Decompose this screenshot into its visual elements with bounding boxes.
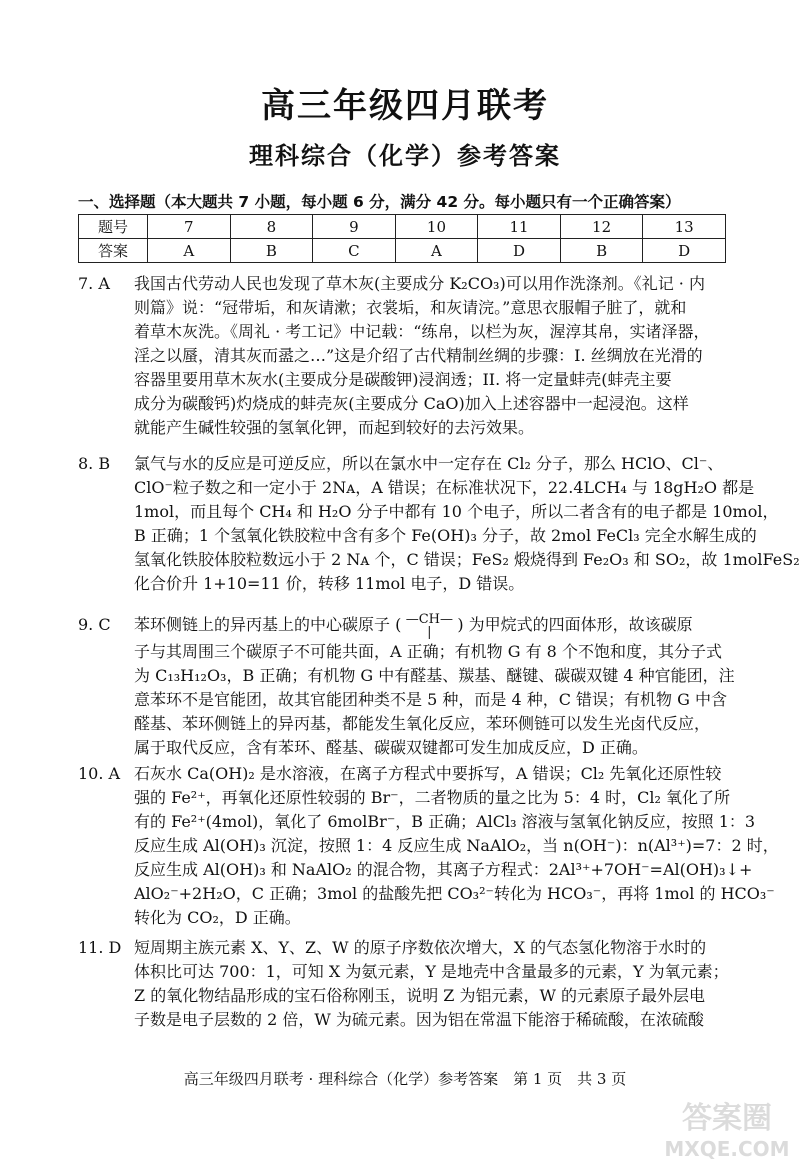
table-cell: C — [313, 239, 396, 263]
table-cell: 13 — [643, 215, 726, 239]
table-cell: 10 — [395, 215, 478, 239]
svg-text:答案圈: 答案圈 — [682, 1101, 772, 1136]
svg-text:MXQE.COM: MXQE.COM — [664, 1137, 790, 1161]
table-cell: A — [395, 239, 478, 263]
page-subtitle: 理科综合（化学）参考答案 — [249, 142, 561, 170]
table-cell: 8 — [230, 215, 313, 239]
explanation-line: B 正确；1 个氢氧化铁胶粒中含有多个 Fe(OH)₃ 分子，故 2mol FeCl₃ 完全水解生成的 — [134, 526, 757, 545]
answer-explanation-q11 — [78, 936, 728, 1032]
explanation-line: 容器里要用草木灰水(主要成分是碳酸钾)浸润透；II. 将一定量蚌壳(蚌壳主要 — [134, 370, 672, 389]
question-label: 8. B — [78, 454, 111, 473]
table-cell: D — [643, 239, 726, 263]
table-cell: D — [478, 239, 561, 263]
explanation-line: 属于取代反应，含有苯环、醛基、碳碳双键都可发生加成反应，D 正确。 — [134, 738, 648, 757]
table-cell: 9 — [313, 215, 396, 239]
explanation-line: 转化为 CO₂，D 正确。 — [134, 908, 301, 927]
explanation-line: 反应生成 Al(OH)₃ 沉淀，按照 1：4 反应生成 NaAlO₂，当 n(OH⁻)：n(Al³⁺)=7：2 时， — [134, 836, 779, 855]
explanation-line: 氢氧化铁胶体胶粒数远小于 2 Nᴀ 个，C 错误；FeS₂ 煅烧得到 Fe₂O₃ 和 SO₂，故 1molFeS₂ — [134, 550, 800, 569]
page-title: 高三年级四月联考 — [261, 86, 549, 126]
page-footer: 高三年级四月联考 · 理科综合（化学）参考答案 第 1 页 共 3 页 — [183, 1070, 627, 1088]
question-label: 9. C — [78, 615, 111, 634]
explanation-line: 短周期主族元素 X、Y、Z、W 的原子序数依次增大，X 的气态氢化物溶于水时的 — [134, 938, 707, 957]
explanation-line: ) 为甲烷式的四面体形，故该碳原 — [457, 615, 693, 634]
explanation-line: AlO₂⁻+2H₂O，C 正确；3mol 的盐酸先把 CO₃²⁻转化为 HCO₃⁻，再将 1mol 的 HCO₃⁻ — [134, 884, 775, 903]
explanation-line: 我国古代劳动人民也发现了草木灰(主要成分 K₂CO₃)可以用作洗涤剂。《礼记 · 内 — [134, 274, 705, 293]
answer-explanation-q10 — [78, 762, 779, 930]
table-cell: A — [148, 239, 231, 263]
explanation-line: 体积比可达 700：1，可知 X 为氨元素，Y 是地壳中含量最多的元素，Y 为氧元素； — [134, 962, 729, 981]
answer-explanation-q8 — [78, 452, 800, 596]
row-label-number: 题号 — [79, 215, 148, 239]
table-cell: 11 — [478, 215, 561, 239]
explanation-line: 氯气与水的反应是可逆反应，所以在氯水中一定存在 Cl₂ 分子，那么 HClO、Cl⁻、 — [134, 454, 724, 473]
explanation-line: 就能产生碱性较强的氢氧化钾，而起到较好的去污效果。 — [134, 418, 535, 437]
section-heading: 一、选择题（本大题共 7 小题，每小题 6 分，满分 42 分。每小题只有一个正确答案） — [78, 193, 681, 211]
explanation-line: 化合价升 1+10=11 价，转移 11mol 电子，D 错误。 — [134, 574, 525, 593]
explanation-line: 反应生成 Al(OH)₃ 和 NaAlO₂ 的混合物，其离子方程式：2Al³⁺+7OH⁻=Al(OH)₃↓+ — [134, 860, 753, 879]
explanation-line: 石灰水 Ca(OH)₂ 是水溶液，在离子方程式中要拆写，A 错误；Cl₂ 先氧化还原性较 — [134, 764, 722, 783]
row-label-answer: 答案 — [79, 239, 148, 263]
question-label: 11. D — [78, 938, 122, 957]
explanation-line: 1mol，而且每个 CH₄ 和 H₂O 分子中都有 10 个电子，所以二者含有的电子都是 10mol， — [134, 502, 779, 521]
question-label: 7. A — [78, 274, 110, 293]
explanation-line: 成分为碳酸钙)灼烧成的蚌壳灰(主要成分 CaO)加入上述容器中一起浸泡。这样 — [134, 394, 689, 413]
explanation-line: 子数是电子层数的 2 倍，W 为硫元素。因为铝在常温下能溶于稀硫酸，在浓硫酸 — [134, 1010, 704, 1029]
explanation-line: 苯环侧链上的异丙基上的中心碳原子 ( — [134, 615, 402, 634]
answer-explanation-q7 — [78, 272, 728, 440]
answer-table — [78, 214, 726, 263]
explanation-line: 为 C₁₃H₁₂O₃，B 正确；有机物 G 中有醛基、羰基、醚键、碳碳双键 4 种官能团，注 — [134, 666, 735, 685]
explanation-line: 醛基、苯环侧链上的异丙基，都能发生氧化反应，苯环侧链可以发生光卤代反应， — [134, 714, 711, 733]
explanation-line: 淫之以蜃，清其灰而盝之…”这是介绍了古代精制丝绸的步骤：I. 丝绸放在光滑的 — [134, 346, 703, 365]
explanation-line: Z 的氧化物结晶形成的宝石俗称刚玉，说明 Z 为铝元素，W 的元素原子最外层电 — [134, 986, 706, 1005]
explanation-line: 意苯环不是官能团，故其官能团种类不是 5 种，而是 4 种，C 错误；有机物 G 中含 — [134, 690, 727, 709]
explanation-line: 强的 Fe²⁺，再氧化还原性较弱的 Br⁻，二者物质的量之比为 5：4 时，Cl₂ 氧化了所 — [134, 788, 730, 807]
explanation-line: 子与其周围三个碳原子不可能共面，A 正确；有机物 G 有 8 个不饱和度，其分子式 — [134, 642, 722, 661]
explanation-line: 着草木灰洗。《周礼 · 考工记》中记载：“练帛，以栏为灰，渥淳其帛，实诸泽器， — [134, 322, 710, 341]
site-watermark-logo — [652, 1094, 802, 1164]
explanation-line: ClO⁻粒子数之和一定小于 2Nᴀ，A 错误；在标准状况下，22.4LCH₄ 与 18gH₂O 都是 — [134, 478, 755, 497]
explanation-line: 则篇》说：“冠带垢，和灰请漱；衣裳垢，和灰请浣。”意思衣服帽子脏了，就和 — [134, 298, 687, 317]
table-row-answers — [79, 239, 726, 263]
methine-group-formula: —CH— | — [405, 611, 453, 640]
question-label: 10. A — [78, 764, 121, 783]
table-cell: B — [230, 239, 313, 263]
table-cell: 7 — [148, 215, 231, 239]
table-cell: B — [560, 239, 643, 263]
answer-explanation-q9 — [78, 610, 735, 760]
table-row-numbers — [79, 215, 726, 239]
explanation-line: 有的 Fe²⁺(4mol)，氧化了 6molBr⁻，B 正确；AlCl₃ 溶液与氢氧化钠反应，按照 1：3 — [134, 812, 756, 831]
table-cell: 12 — [560, 215, 643, 239]
